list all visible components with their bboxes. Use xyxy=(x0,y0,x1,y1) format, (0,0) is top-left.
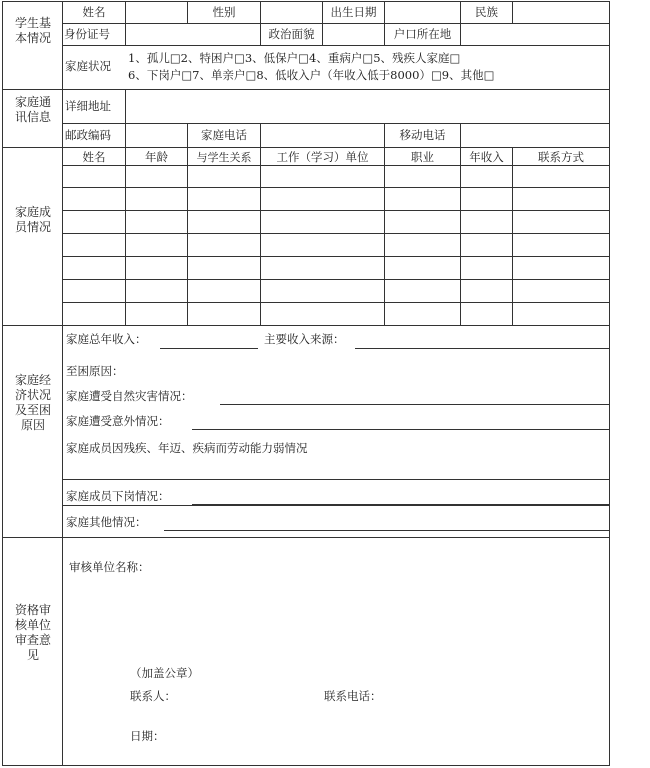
id-number-label: 身份证号 xyxy=(64,27,110,41)
col-header-contact: 联系方式 xyxy=(538,150,584,164)
review-date-label: 日期： xyxy=(130,729,165,743)
border-top xyxy=(2,1,610,2)
home-phone-label: 家庭电话 xyxy=(201,128,247,142)
hukou-label: 户口所在地 xyxy=(393,27,452,41)
family-status-options-line2: 6、下岗户□7、单亲户□8、低收入户（年收入低于8000）□9、其他□ xyxy=(128,68,495,82)
section-divider xyxy=(2,147,610,148)
col-header-income: 年收入 xyxy=(469,150,504,164)
col-line xyxy=(187,147,188,325)
natural-disaster-label: 家庭遭受自然灾害情况： xyxy=(66,389,193,403)
natural-disaster-blank xyxy=(220,404,610,405)
section-title-family-contact: 家庭通讯信息 xyxy=(14,95,51,124)
col-line xyxy=(512,147,513,325)
col-line xyxy=(125,1,126,45)
family-status-label: 家庭状况 xyxy=(65,59,111,73)
section-title-economic: 家庭经济状况及至困原因 xyxy=(14,373,51,432)
table-row xyxy=(62,279,610,280)
other-situation-blank xyxy=(164,530,610,531)
table-row xyxy=(62,233,610,234)
col-line xyxy=(125,89,126,147)
accident-label: 家庭遭受意外情况： xyxy=(66,414,170,428)
col-header-relation: 与学生关系 xyxy=(196,151,252,164)
section-divider xyxy=(2,537,610,538)
table-row xyxy=(62,302,610,303)
row-line xyxy=(62,45,610,46)
review-unit-name-label: 审核单位名称： xyxy=(69,560,150,574)
official-seal-label: （加盖公章） xyxy=(130,666,199,680)
layoff-label: 家庭成员下岗情况： xyxy=(66,489,170,503)
gender-label: 性别 xyxy=(212,5,236,19)
hardship-reason-label: 至困原因： xyxy=(66,364,124,378)
section-title-review: 资格审核单位审查意见 xyxy=(14,603,51,662)
col-line xyxy=(512,1,513,23)
section-label-divider xyxy=(62,1,63,766)
col-line xyxy=(384,147,385,325)
row-line xyxy=(62,123,610,124)
other-situation-label: 家庭其他情况： xyxy=(66,515,147,529)
row-line xyxy=(62,505,610,506)
mobile-phone-label: 移动电话 xyxy=(399,128,446,142)
border-right xyxy=(609,1,610,766)
main-income-source-label: 主要收入来源： xyxy=(264,332,345,346)
table-row xyxy=(62,210,610,211)
aid-application-form xyxy=(2,1,610,766)
col-line xyxy=(260,123,261,147)
birth-date-label: 出生日期 xyxy=(330,5,377,19)
postcode-label: 邮政编码 xyxy=(65,128,111,142)
col-line xyxy=(460,147,461,325)
total-income-label: 家庭总年收入： xyxy=(66,332,147,346)
col-header-occupation: 职业 xyxy=(411,150,434,164)
contact-person-label: 联系人： xyxy=(130,689,176,703)
disability-label: 家庭成员因残疾、年迈、疾病而劳动能力弱情况 xyxy=(66,441,308,455)
col-header-age: 年龄 xyxy=(145,150,168,164)
layoff-blank xyxy=(192,504,610,505)
section-divider xyxy=(2,89,610,90)
total-income-blank xyxy=(160,348,258,349)
table-header-line xyxy=(62,165,610,166)
ethnicity-label: 民族 xyxy=(475,5,498,19)
table-row xyxy=(62,187,610,188)
section-divider xyxy=(2,325,610,326)
contact-phone-label: 联系电话： xyxy=(324,689,382,703)
row-line xyxy=(62,479,610,480)
main-income-source-blank xyxy=(355,348,610,349)
family-status-options-line1: 1、孤儿□2、特困户□3、低保户□4、重病户□5、残疾人家庭□ xyxy=(128,51,461,65)
col-line xyxy=(260,147,261,325)
table-row xyxy=(62,256,610,257)
col-header-name: 姓名 xyxy=(82,150,106,164)
col-line xyxy=(460,123,461,147)
col-line xyxy=(125,147,126,325)
political-status-label: 政治面貌 xyxy=(268,27,315,41)
border-left xyxy=(2,1,3,766)
section-title-student-basic: 学生基本情况 xyxy=(14,16,51,45)
section-title-family-members: 家庭成员情况 xyxy=(14,205,51,234)
address-label: 详细地址 xyxy=(65,99,111,113)
col-header-workplace: 工作（学习）单位 xyxy=(276,150,369,164)
border-bottom xyxy=(2,765,610,766)
row-line xyxy=(62,23,610,24)
name-label: 姓名 xyxy=(82,5,106,19)
accident-blank xyxy=(192,429,610,430)
